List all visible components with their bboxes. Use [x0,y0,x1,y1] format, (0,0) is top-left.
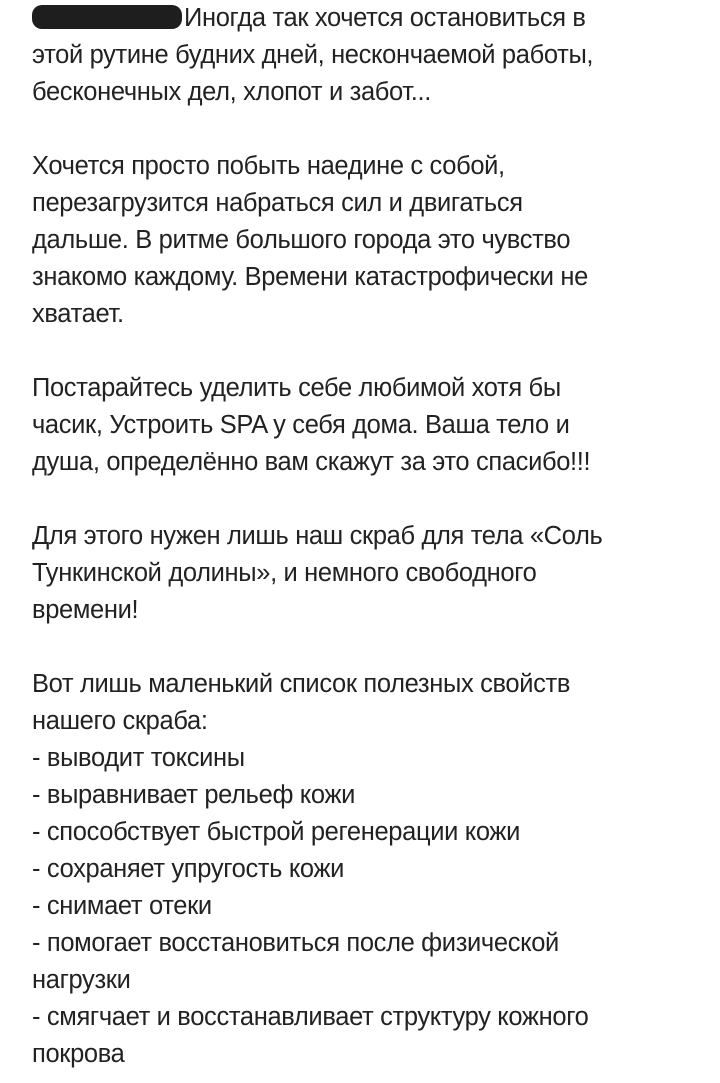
benefit-list-item: - смягчает и восстанавливает структуру кожного [32,1003,589,1031]
paragraph-gap [32,111,692,148]
text-line: знакомо каждому. Времени катастрофически не [32,263,588,291]
text-line: дальше. В ритме большого города это чувство [32,226,571,254]
benefit-list-item: - выводит токсины [32,744,245,772]
benefit-list-item: - снимает отеки [32,892,212,920]
text-line-content: Иногда так хочется остановиться в [184,4,586,32]
benefit-list-item: - помогает восстановиться после физической [32,929,559,957]
text-line: времени! [32,596,139,624]
text-line: душа, определённо вам скажут за это спасибо!!! [32,448,591,476]
benefit-list-item: нагрузки [32,966,131,994]
redacted-author-name [32,5,182,29]
benefit-list-item: - способствует быстрой регенерации кожи [32,818,520,846]
paragraph-gap [32,629,692,666]
benefit-list-item: покрова [32,1040,125,1068]
text-line: Тункинской долины», и немного свободного [32,559,537,587]
text-line: часик, Устроить SPA у себя дома. Ваша тело и [32,411,570,439]
paragraph-rest [32,148,692,333]
benefit-list-item: - сохраняет упругость кожи [32,855,345,883]
paragraph-gap [32,481,692,518]
text-line: бесконечных дел, хлопот и забот... [32,78,432,106]
text-line: Хочется просто побыть наедине с собой, [32,152,505,180]
paragraph-benefits [32,666,692,1073]
text-line: нашего скраба: [32,707,208,735]
text-line [32,0,692,37]
text-line: перезагрузится набраться сил и двигаться [32,189,523,217]
paragraph-spa [32,370,692,481]
text-line: Вот лишь маленький список полезных свойств [32,670,571,698]
text-line: этой рутине будних дней, нескончаемой работы, [32,41,594,69]
post-text [32,0,692,1073]
text-line: хватает. [32,300,124,328]
benefit-list-item: - выравнивает рельеф кожи [32,781,356,809]
paragraph-product [32,518,692,629]
text-line: Для этого нужен лишь наш скраб для тела «Соль [32,522,603,550]
paragraph-gap [32,333,692,370]
text-line: Постарайтесь уделить себе любимой хотя бы [32,374,561,402]
paragraph-intro [32,0,692,111]
